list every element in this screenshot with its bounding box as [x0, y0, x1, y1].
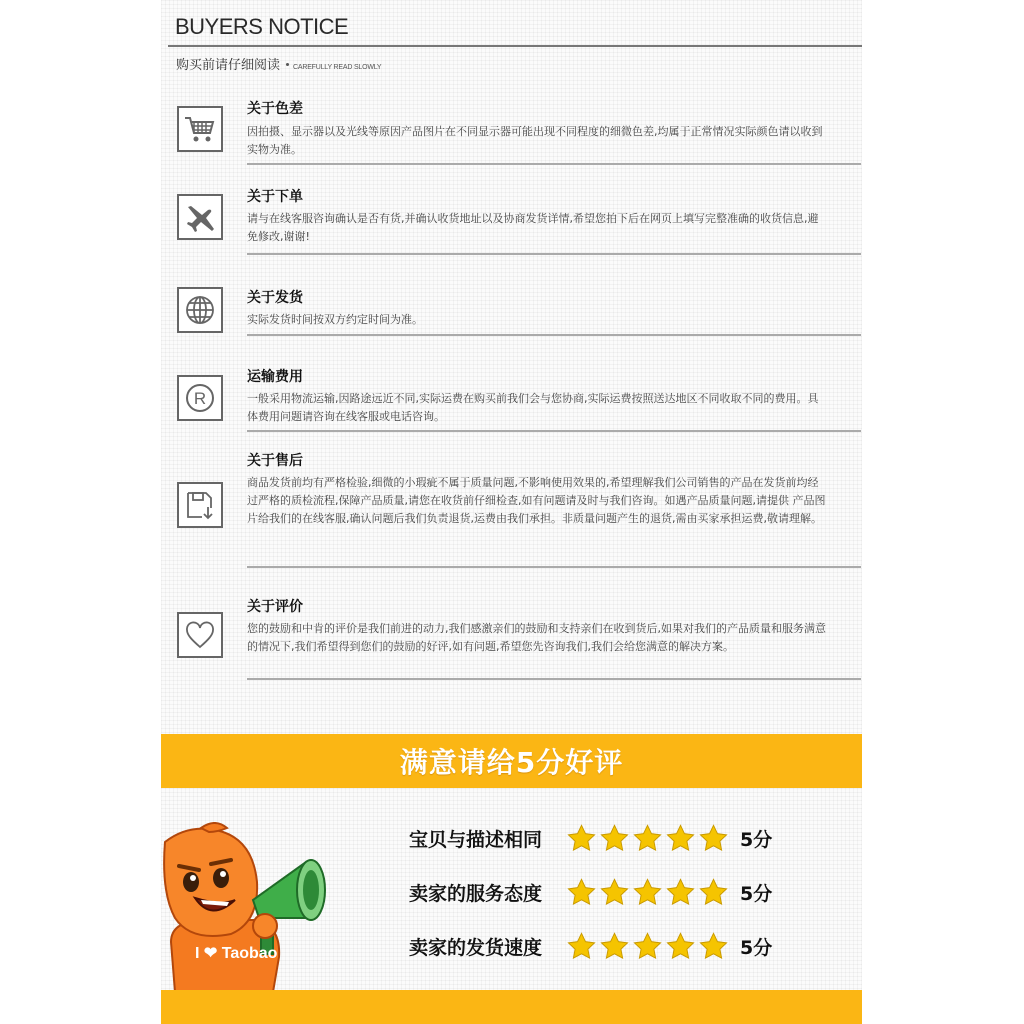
rating-score: 5分 — [740, 882, 773, 905]
star-icon — [600, 932, 629, 960]
rating-score: 5分 — [740, 828, 773, 851]
star-icon — [567, 932, 596, 960]
item-body: 一般采用物流运输,因路途远近不同,实际运费在购买前我们会与您协商,实际运费按照送达地区不同收取不同的费用。具体费用问题请咨询在线客服或电话咨询。 — [247, 392, 819, 423]
mascot-megaphone-image — [161, 822, 341, 992]
bottom-accent-bar — [161, 990, 862, 1024]
globe-icon — [177, 287, 223, 333]
star-icon — [567, 824, 596, 852]
rating-label: 卖家的发货速度 — [409, 936, 543, 959]
rating-label: 卖家的服务态度 — [409, 882, 543, 905]
airplane-icon — [177, 194, 223, 240]
item-title: 关于下单 — [247, 189, 303, 205]
star-icon — [666, 878, 695, 906]
item-body: 因拍摄、显示器以及光线等原因产品图片在不同显示器可能出现不同程度的细微色差,均属于正常情况实际颜色请以收到实物为准。 — [247, 125, 823, 156]
rating-label: 宝贝与描述相同 — [409, 828, 543, 851]
page-title: BUYERS NOTICE — [175, 14, 349, 39]
item-body: 请与在线客服咨询确认是否有货,并确认收货地址以及协商发货详情,希望您拍下后在网页上填写完整准确的收货信息,避免修改,谢谢! — [247, 212, 819, 243]
rating-stars — [567, 824, 728, 852]
item-divider — [247, 253, 861, 255]
shopping-cart-icon — [177, 106, 223, 152]
star-icon — [633, 932, 662, 960]
rating-stars — [567, 932, 728, 960]
subtitle-dot — [286, 63, 289, 66]
item-body: 您的鼓励和中肯的评价是我们前进的动力,我们感激亲们的鼓励和支持亲们在收到货后,如果对我们的产品质量和服务满意的情况下,我们希望得到您们的鼓励的好评,如有问题,希望您先咨询我们,我们会给您满意的解决方案。 — [247, 622, 826, 653]
item-divider — [247, 163, 861, 165]
item-divider — [247, 334, 861, 336]
star-icon — [699, 878, 728, 906]
item-divider — [247, 566, 861, 568]
item-divider — [247, 430, 861, 432]
save-download-icon — [177, 482, 223, 528]
star-icon — [666, 932, 695, 960]
item-title: 关于发货 — [247, 290, 303, 306]
star-icon — [567, 878, 596, 906]
mascot-shirt-text: I ❤ Taobao — [195, 945, 278, 962]
item-body: 实际发货时间按双方约定时间为准。 — [247, 313, 423, 326]
rating-score: 5分 — [740, 936, 773, 959]
registered-icon — [177, 375, 223, 421]
rating-row — [409, 931, 772, 961]
item-title: 关于评价 — [247, 599, 303, 615]
item-title: 运输费用 — [247, 369, 303, 385]
item-divider — [247, 678, 861, 680]
star-icon — [600, 878, 629, 906]
page-subtitle — [176, 54, 381, 73]
subtitle-cn: 购买前请仔细阅读 — [176, 58, 281, 73]
item-title: 关于售后 — [247, 453, 303, 469]
rating-row — [409, 823, 772, 853]
star-icon — [633, 878, 662, 906]
svg-text:R: R — [193, 389, 207, 408]
five-star-banner — [161, 734, 862, 788]
rating-stars — [567, 878, 728, 906]
heart-icon — [177, 612, 223, 658]
item-body: 商品发货前均有严格检验,细微的小瑕疵不属于质量问题,不影响使用效果的,希望理解我们公司销售的产品在发货前均经过严格的质检流程,保障产品质量,请您在收货前仔细检查,如有问题请及时与我们咨询。如遇产品质量问题,请提供 产品图片给我们的在线客服,确认问题后我们负责退货,运费由我们承担。非质量问题产生的退货,需由买家承担运费,敬请理解。 — [247, 476, 826, 525]
star-icon — [633, 824, 662, 852]
subtitle-en: CAREFULLY READ SLOWLY — [293, 64, 382, 71]
star-icon — [666, 824, 695, 852]
rating-row — [409, 877, 772, 907]
banner-text: 满意请给5分好评 — [399, 746, 624, 779]
star-icon — [699, 932, 728, 960]
star-icon — [699, 824, 728, 852]
item-title: 关于色差 — [247, 101, 303, 117]
star-icon — [600, 824, 629, 852]
title-divider — [168, 45, 862, 47]
